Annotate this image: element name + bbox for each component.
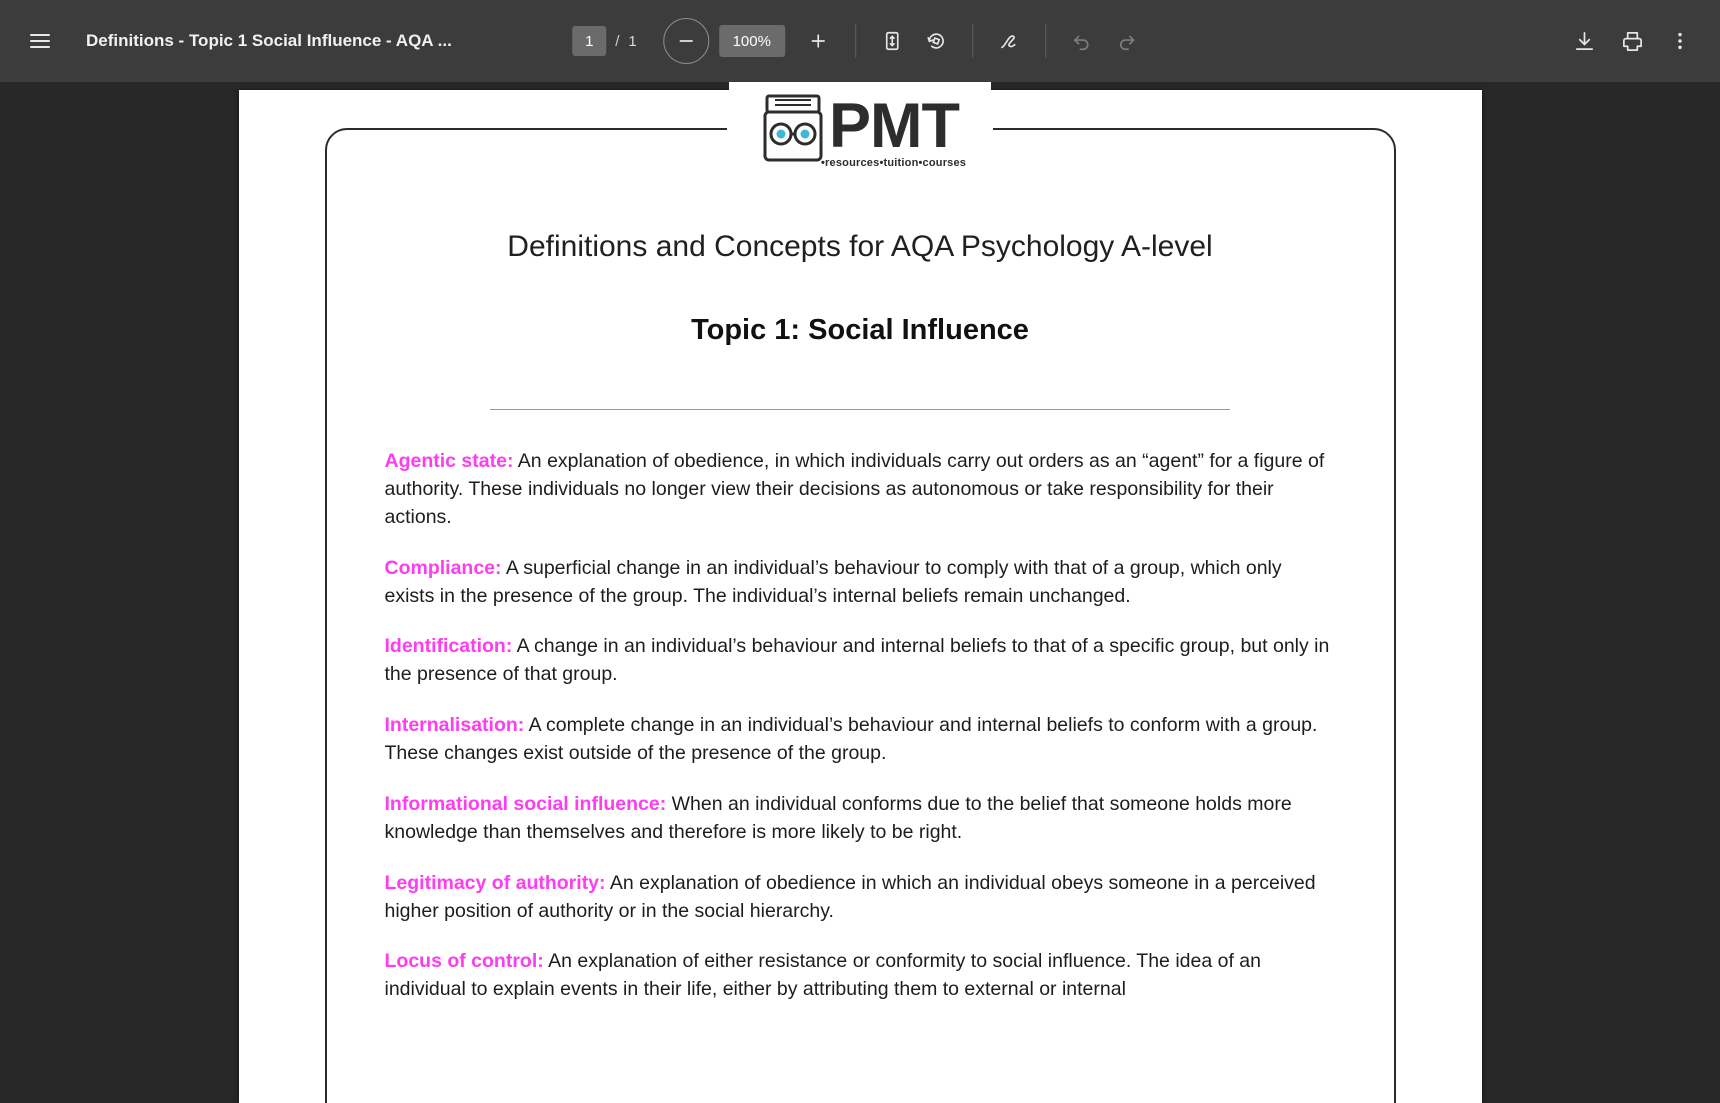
- pdf-toolbar: [0, 0, 1720, 82]
- redo-icon[interactable]: [1104, 19, 1148, 63]
- definition-item: [385, 555, 1336, 611]
- definition-term: Legitimacy of authority:: [384, 871, 606, 894]
- pdf-page-1: [239, 90, 1482, 1103]
- pmt-logo: [729, 82, 991, 178]
- toolbar-divider-3: [1045, 24, 1046, 58]
- pmt-logo-subtitle: •resources•tuition•courses: [821, 157, 967, 169]
- page-number-input[interactable]: [572, 26, 606, 56]
- definition-item: [385, 633, 1336, 689]
- definitions-list: [381, 448, 1340, 1004]
- zoom-in-button[interactable]: [795, 18, 841, 64]
- undo-icon[interactable]: [1060, 19, 1104, 63]
- definition-text: An explanation of obedience in which an individual obeys someone in a perceived higher position of authority or in the social hierarchy.: [384, 871, 1316, 922]
- rotate-icon[interactable]: [914, 19, 958, 63]
- definition-term: Informational social influence:: [384, 792, 667, 815]
- toolbar-center-group: [572, 18, 1148, 64]
- page-navigation: [572, 26, 637, 56]
- toolbar-divider-2: [972, 24, 973, 58]
- definition-term: Locus of control:: [384, 950, 544, 973]
- definition-text: A change in an individual’s behaviour and internal beliefs to that of a specific group, but only in the presence of that group.: [384, 635, 1330, 686]
- definition-text: When an individual conforms due to the belief that someone holds more knowledge than themselves and therefore is more likely to be right.: [384, 792, 1292, 843]
- more-options-icon[interactable]: [1658, 19, 1702, 63]
- page-total-count: 1: [628, 32, 637, 50]
- page-title: Definitions and Concepts for AQA Psychology A-level: [507, 230, 1213, 263]
- zoom-level-value[interactable]: 100%: [719, 25, 785, 57]
- definition-term: Compliance:: [384, 556, 502, 579]
- definition-text: An explanation of obedience, in which individuals carry out orders as an “agent” for a figure of authority. These individuals no longer view their decisions as autonomous or take responsibility for their actions.: [384, 450, 1325, 528]
- document-title: Definitions - Topic 1 Social Influence - AQA ...: [86, 31, 452, 50]
- definition-item: [385, 870, 1336, 926]
- definition-item: [385, 448, 1336, 532]
- page-separator: /: [615, 32, 620, 50]
- hamburger-menu-icon[interactable]: [18, 19, 62, 63]
- page-border-frame: [325, 90, 1396, 1103]
- download-icon[interactable]: [1562, 19, 1606, 63]
- fit-to-page-icon[interactable]: [870, 19, 914, 63]
- definition-term: Agentic state:: [384, 450, 514, 472]
- definition-term: Internalisation:: [384, 714, 525, 737]
- pen-annotate-icon[interactable]: [987, 19, 1031, 63]
- definition-text: A superficial change in an individual’s behaviour to comply with that of a group, which only exists in the presence of the group. The individual’s internal beliefs remain unchanged.: [384, 556, 1282, 607]
- zoom-out-button[interactable]: [663, 18, 709, 64]
- pmt-logo-text: PMT: [829, 90, 959, 161]
- page-subtitle: Topic 1: Social Influence: [691, 314, 1029, 346]
- toolbar-right-group: [1562, 19, 1702, 63]
- definition-text: A complete change in an individual’s behaviour and internal beliefs to conform with a group. These changes exist outside of the presence of the group.: [384, 714, 1318, 764]
- definition-item: [385, 712, 1336, 768]
- toolbar-divider-1: [855, 24, 856, 58]
- horizontal-rule: [490, 409, 1230, 410]
- definition-text: An explanation of either resistance or conformity to social influence. The idea of an individual to explain events in their life, either by attributing them to external or internal: [384, 950, 1261, 1001]
- print-icon[interactable]: [1610, 19, 1654, 63]
- zoom-controls: [663, 18, 841, 64]
- pdf-viewer[interactable]: [0, 82, 1720, 1103]
- toolbar-left-group: [18, 19, 452, 63]
- definition-term: Identification:: [384, 635, 513, 658]
- definition-item: [385, 948, 1336, 1004]
- definition-item: [385, 791, 1336, 847]
